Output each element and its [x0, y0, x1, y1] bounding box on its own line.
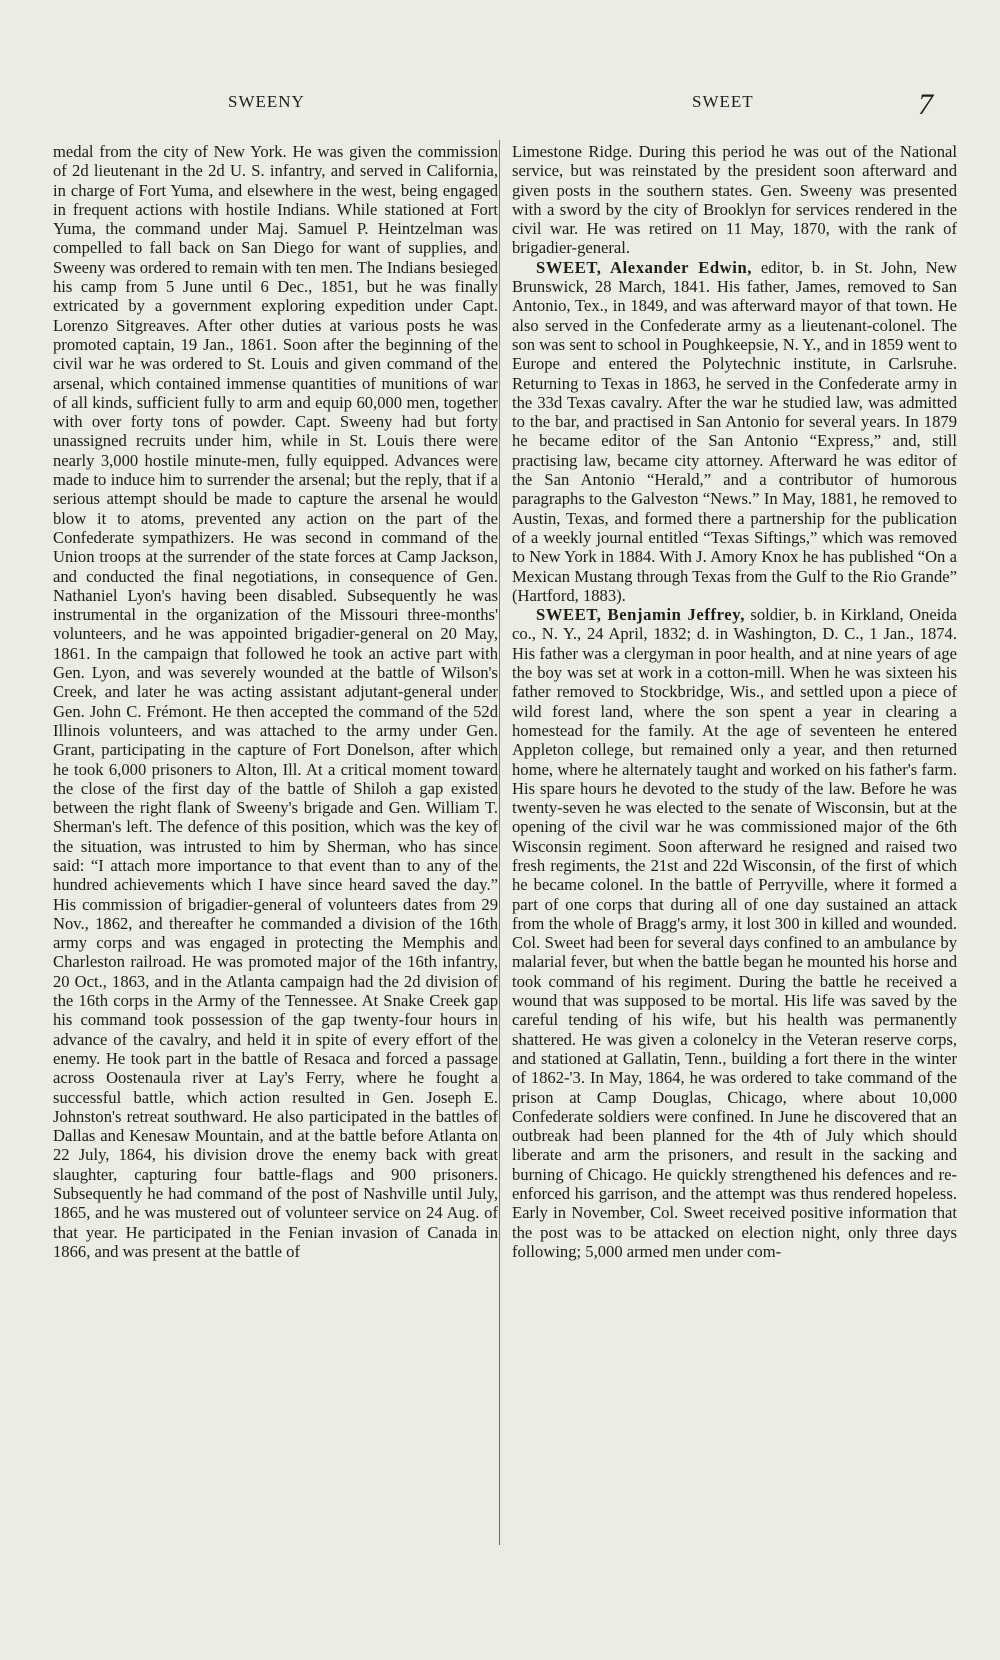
continued-entry-text: Limestone Ridge. During this period he was out of the National service, but was reinstated by the president soon afterward and given posts in the southern states. Gen. Sweeny was presented with a sword by the city of Brooklyn for services rendered in the civil war. He was retired on 11 May, 1870, with the rank of brigadier-general. [512, 142, 957, 258]
entry-headword: SWEET, Alexander Edwin, [536, 257, 753, 277]
header-left-word: SWEENY [228, 92, 305, 111]
column-divider [499, 140, 500, 1545]
running-header [0, 88, 1000, 128]
entry-body: editor, b. in St. John, New Brunswick, 28 March, 1841. His father, James, removed to San Antonio, Tex., in 1849, and was afterward mayor of that town. He also served in the Confederate army as a lieutenant-colonel. The son was sent to school in Poughkeepsie, N. Y., and in 1859 went to Europe and entered the Polytechnic institute, in Carlsruhe. Returning to Texas in 1863, he served in the Confederate army in the 33d Texas cavalry. After the war he studied law, was admitted to the bar, and practised in San Antonio for several years. In 1879 he became editor of the San Antonio “Express,” and, still practising law, became city attorney. Afterward he was editor of the San Antonio “Herald,” and a contributor of humorous paragraphs to the Galveston “News.” In May, 1881, he removed to Austin, Texas, and formed there a partnership for the publication of a weekly journal entitled “Texas Siftings,” which was removed to New York in 1884. With J. Amory Knox he has published “On a Mexican Mustang through Texas from the Gulf to the Rio Grande” (Hartford, 1883). [512, 257, 957, 605]
entry-body: soldier, b. in Kirkland, Oneida co., N. Y., 24 April, 1832; d. in Washington, D. C., 1 Jan., 1874. His father was a clergyman in poor health, and at nine years of age the boy was set at work in a cotton-mill. When he was sixteen his father removed to Stockbridge, Wis., and settled upon a piece of wild forest land, where the son spent a year in clearing a homestead for the family. At the age of seventeen he entered Appleton college, but remained only a year, and then returned home, where he alternately taught and worked on his father's farm. His spare hours he devoted to the study of the law. Before he was twenty-seven he was elected to the senate of Wisconsin, but at the opening of the civil war he was commissioned major of the 6th Wisconsin regiment. Soon afterward he resigned and raised two fresh regiments, the 21st and 22d Wisconsin, of the first of which he became colonel. In the battle of Perryville, where it formed a part of one corps that during all of one day sustained an attack from the whole of Bragg's army, it lost 300 in killed and wounded. Col. Sweet had been for several days confined to an ambulance by malarial fever, but when the battle began he mounted his horse and took command of his regiment. During the battle he received a wound that was supposed to be mortal. His life was saved by the careful tending of his wife, but his health was permanently shattered. He was given a colonelcy in the Veteran reserve corps, and stationed at Gallatin, Tenn., building a fort there in the winter of 1862-'3. In May, 1864, he was ordered to take command of the prison at Camp Douglas, Chicago, where about 10,000 Confederate soldiers were confined. In June he discovered that an outbreak had been planned for the 4th of July which should liberate and arm the prisoners, and result in the sacking and burning of Chicago. He quickly strengthened his defences and re-enforced his garrison, and the attempt was thus rendered hopeless. Early in November, Col. Sweet received positive information that the post was to be attacked on election night, only three days following; 5,000 armed men under com- [512, 605, 957, 1261]
left-column-text: medal from the city of New York. He was given the commission of 2d lieutenant in the 2d U. S. infantry, and served in California, in charge of Fort Yuma, and elsewhere in the west, being engaged in frequent actions with hostile Indians. While stationed at Fort Yuma, the command under Maj. Samuel P. Heintzelman was compelled to fall back on San Diego for want of supplies, and Sweeny was ordered to remain with ten men. The Indians besieged his camp from 5 June until 6 Dec., 1851, but he was finally extricated by a government exploring expedition under Capt. Lorenzo Sitgreaves. After other duties at various posts he was promoted captain, 19 Jan., 1861. Soon after the beginning of the civil war he was ordered to St. Louis and given command of the arsenal, which contained immense quantities of munitions of war of all kinds, sufficient fully to arm and equip 60,000 men, together with over forty tons of powder. Capt. Sweeny had but forty unassigned recruits under him, while in St. Louis there were nearly 3,000 hostile minute-men, fully equipped. Advances were made to induce him to surrender the arsenal; but the reply, that if a serious attempt should be made to capture the arsenal he would blow it to atoms, prevented any action on the part of the Confederate sympathizers. He was second in command of the Union troops at the surrender of the state forces at Camp Jackson, and conducted the final negotiations, in consequence of Gen. Nathaniel Lyon's having been disabled. Subsequently he was instrumental in the organization of the Missouri three-months' volunteers, and he was appointed brigadier-general on 20 May, 1861. In the campaign that followed he took an active part with Gen. Lyon, and was severely wounded at the battle of Wilson's Creek, and later he was acting assistant adjutant-general under Gen. John C. Frémont. He then accepted the command of the 52d Illinois volunteers, and was attached to the army under Gen. Grant, participating in the capture of Fort Donelson, after which he took 6,000 prisoners to Alton, Ill. At a critical moment toward the close of the first day of the battle of Shiloh a gap existed between the right flank of Sweeny's brigade and Gen. William T. Sherman's left. The defence of this position, which was the key of the situation, was intrusted to him by Sherman, who has since said: “I attach more importance to that event than to any of the hundred achievements which I have since heard saved the day.” His commission of brigadier-general of volunteers dates from 29 Nov., 1862, and thereafter he commanded a division of the 16th army corps and was engaged in protecting the Memphis and Charleston railroad. He was promoted major of the 16th infantry, 20 Oct., 1863, and in the Atlanta campaign had the 2d division of the 16th corps in the Army of the Tennessee. At Snake Creek gap his command took possession of the gap twenty-four hours in advance of the cavalry, and held it in spite of every effort of the enemy. He took part in the battle of Resaca and forced a passage across Oostenaula river at Lay's Ferry, where he fought a successful battle, which action resulted in Gen. Joseph E. Johnston's retreat southward. He also participated in the battles of Dallas and Kenesaw Mountain, and at the battle before Atlanta on 22 July, 1864, his division drove the enemy back with great slaughter, capturing four battle-flags and 900 prisoners. Subsequently he had command of the post of Nashville until July, 1865, and he was mustered out of volunteer service on 24 Aug. of that year. He participated in the Fenian invasion of Canada in 1866, and was present at the battle of [53, 142, 498, 1261]
entry-benjamin-sweet [512, 605, 957, 1261]
entry-alexander-sweet [512, 258, 957, 605]
header-right-word: SWEET [692, 92, 754, 111]
page-number: 7 [918, 88, 933, 121]
left-column [53, 142, 498, 1562]
right-column [512, 142, 957, 1562]
entry-headword: SWEET, Benjamin Jeffrey, [536, 605, 745, 625]
